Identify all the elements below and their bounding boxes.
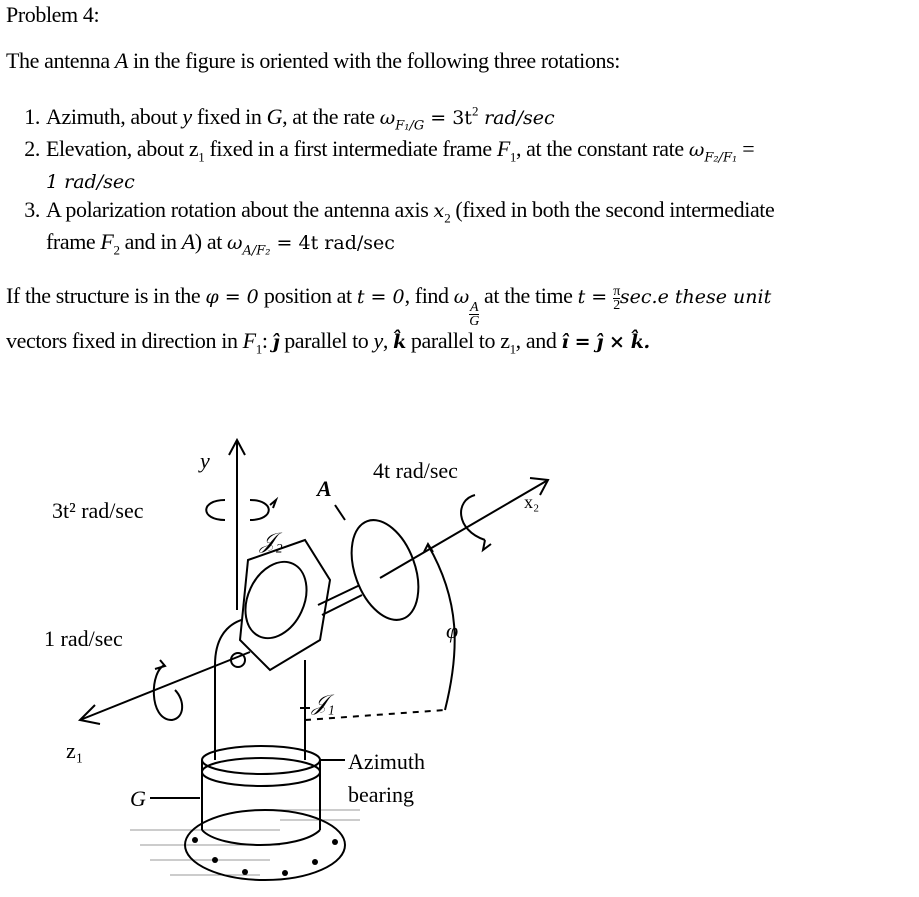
antenna-label: A [317,476,332,501]
azimuth-rate-label: 3t² rad/sec [52,498,144,523]
antenna-dish [339,511,431,629]
intro-text: The antenna A in the figure is oriented with the following three rotations: [6,48,620,73]
azimuth-bearing-label: Azimuth bearing [348,749,425,807]
x2-axis-arrow [380,478,548,578]
antenna-leader [335,505,345,520]
polarization-rate-label: 4t rad/sec [373,458,458,483]
ground-hatching [130,810,360,875]
ground-frame-label: G [130,786,146,811]
elevation-rate-label: 1 rad/sec [44,626,123,651]
phi-label: φ [446,618,459,643]
azimuth-rotation-arrow [206,500,276,520]
problem-title: Problem 4: [6,2,100,27]
list-item-3-cont: frame $F_2$ and in A) at $\omega_{A/F_2} = 4t$ rad/sec [46,229,395,259]
z1-axis-arrow [80,652,250,724]
z1-axis-label: z₁ [66,738,84,763]
y-axis-arrow [229,440,245,610]
x2-axis-label: x₂ [524,492,540,512]
list-item-2-cont: 1 rad/sec [46,171,135,193]
list-item-3: 3. A polarization rotation about the antenna axis $x_2$ (fixed in both the second intermediate [24,197,775,226]
y-axis-label: y [200,448,210,473]
question-line-1: If the structure is in the φ = 0 position at t = 0, find ω $\frac{A}{G}$ at the time t = $\frac{\pi}{2}$ sec.e these unit [6,283,772,329]
column [215,540,330,760]
list-item-1: 1. Azimuth, about y fixed in G, at the rate $\omega_{F_1/G} = 3t^2$ rad/sec [24,103,555,134]
frame-f2-label: 𝒥₂ [260,528,283,553]
question-line-2: vectors fixed in direction in $F_1$: ĵ parallel to y, k̂ parallel to $z_1$, and î = ĵ × k̂. [6,328,650,357]
list-item-2: 2. Elevation, about $z_1$ fixed in a first intermediate frame $F_1$, at the constant rate $\omega_{F_2/F_1}$ = [24,136,755,166]
antenna-figure [0,390,919,897]
elevation-rotation-arrow [154,660,182,720]
frame-f1-label: 𝒥₁ [312,690,335,715]
